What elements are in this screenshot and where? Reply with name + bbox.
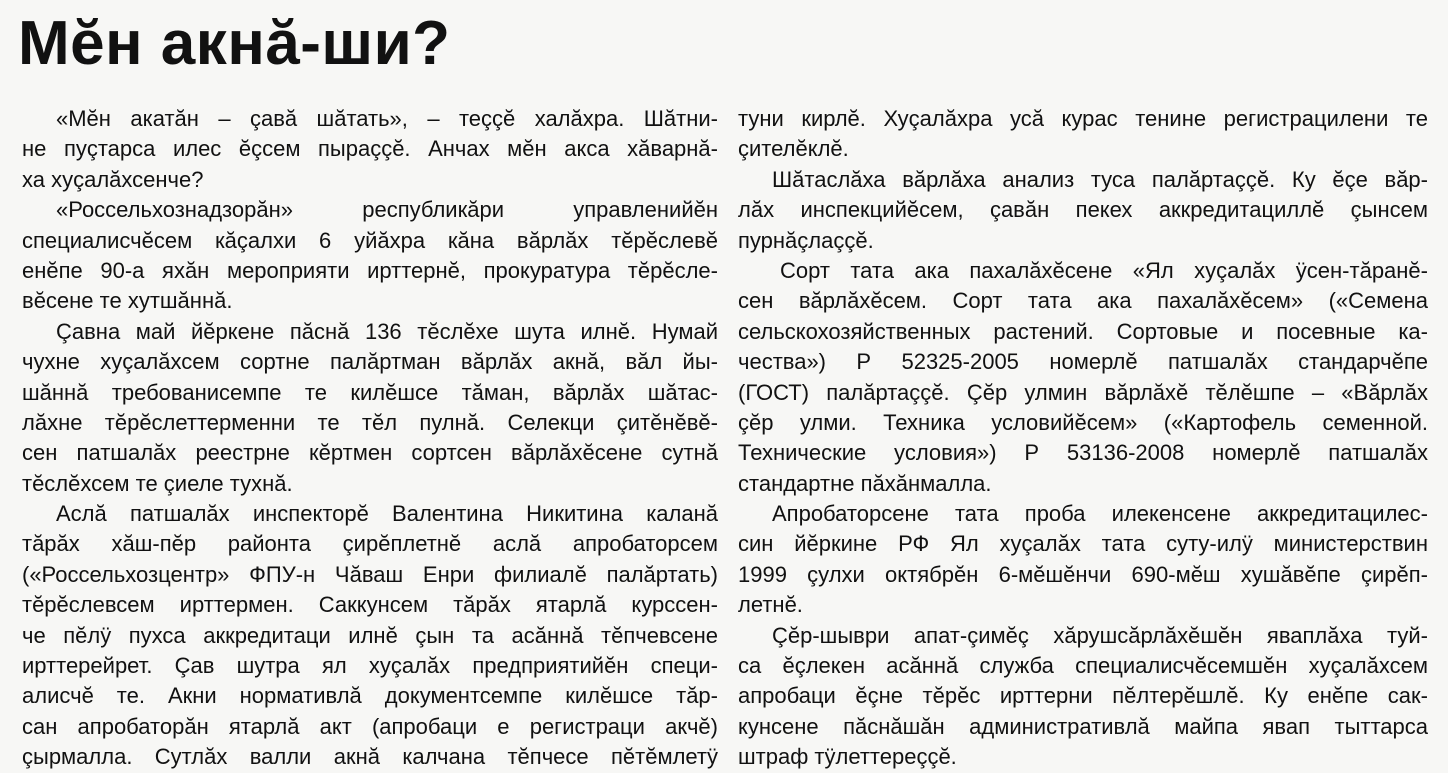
text-line: лăх инспекцийĕсем, çавăн пекех аккредитациллĕ çынсем [738, 197, 1428, 223]
text-line: летнĕ. [738, 592, 803, 618]
text-line: сен вăрлăхĕсем. Сорт тата ака пахалăхĕсем» («Семена [738, 288, 1428, 314]
text-line: «Мĕн акатăн – çавă шăтать», – теççĕ халăхра. Шăтни- [56, 106, 718, 131]
text-line: лăхне тĕрĕслеттерменни те тĕл пулнă. Селекци çитĕнĕвĕ- [22, 409, 718, 435]
text-line: Апробаторсене тата проба илекенсене аккредитацилес- [772, 501, 1428, 527]
text-line: алисчĕ те. Акни нормативлă документсемпе килĕшсе тăр- [22, 683, 718, 709]
text-line: («Россельхозцентр» ФПУ-н Чăваш Енри филиалĕ палăртать) [22, 561, 718, 587]
text-line: шăннă требованисемпе те килĕшсе тăман, вăрлăх шăтас- [22, 379, 718, 405]
text-line: сельскохозяйственных растений. Сортовые и посевные ка- [738, 318, 1428, 344]
text-line: стандартне пăхăнмалла. [738, 470, 992, 496]
text-line: ирттерейрет. Çав шутра ял хуçалăх предприятийĕн специ- [22, 653, 718, 679]
text-line: вĕсене те хутшăннă. [22, 288, 233, 314]
text-line: Технические условия») Р 53136-2008 номерлĕ патшалăх [738, 440, 1428, 466]
text-line: са ĕçлекен асăннă служба специалисчĕсемшĕн хуçалăхсем [738, 653, 1428, 679]
text-line: чества») Р 52325-2005 номерлĕ патшалăх стандарчĕпе [738, 349, 1428, 375]
text-line: Çавна май йĕркене пăснă 136 тĕслĕхе шута илнĕ. Нумай [56, 318, 718, 344]
text-line: çырмалла. Сутлăх валли акнă калчана тĕпчесе пĕтĕмлетÿ [22, 744, 718, 770]
text-line: специалисчĕсем кăçалхи 6 уйăхра кăна вăрлăх тĕрĕслевĕ [22, 227, 718, 253]
text-line: пурнăçлаççĕ. [738, 227, 874, 253]
article-title: Мĕн акнă-ши? [18, 9, 451, 78]
text-line: çĕр улми. Техника условийĕсем» («Картофель семенной. [738, 409, 1428, 435]
text-line: апробаци ĕçне тĕрĕс ирттерни пĕлтерĕшлĕ. Ку енĕпе сак- [738, 683, 1428, 709]
text-line: тĕрĕслевсем ирттермен. Саккунсем тăрăх ятарлă курссен- [22, 592, 718, 618]
text-line: чухне хуçалăхсем сортне палăртман вăрлăх акнă, вăл йы- [22, 349, 718, 375]
text-line: син йĕркине РФ Ял хуçалăх тата суту-илÿ министерствин [738, 531, 1428, 557]
text-line: тăрăх хăш-пĕр районта çирĕплетнĕ аслă апробаторсем [22, 531, 718, 557]
text-line: «Россельхознадзорăн» республикăри управленийĕн [56, 197, 718, 223]
article-right-column [738, 104, 1428, 773]
text-line: Çĕр-шыври апат-çимĕç хăрушсăрлăхĕшĕн яваплăха туй- [772, 622, 1428, 648]
text-line: (ГОСТ) палăртаççĕ. Çĕр улмин вăрлăхĕ тĕлĕшпе – «Вăрлăх [738, 379, 1428, 405]
text-line: кунсене пăснăшăн административлă майпа явап тыттарса [738, 713, 1428, 739]
text-line: Сорт тата ака пахалăхĕсене «Ял хуçалăх ÿсен-тăранĕ- [780, 257, 1428, 283]
text-line: Аслă патшалăх инспекторĕ Валентина Никитина каланă [56, 501, 718, 527]
text-line: туни кирлĕ. Хуçалăхра усă курас тенине регистрацилени те [738, 106, 1428, 131]
text-line: енĕпе 90-а яхăн мероприяти ирттернĕ, прокуратура тĕрĕсле- [22, 257, 718, 283]
text-line: 1999 çулхи октябрĕн 6-мĕшĕнчи 690-мĕш хушăвĕпе çирĕп- [738, 561, 1428, 587]
text-line: штраф тÿлеттереççĕ. [738, 744, 957, 770]
text-line: тĕслĕхсем те çиеле тухнă. [22, 470, 293, 496]
text-line: сен патшалăх реестрне кĕртмен сортсен вăрлăхĕсене сутнă [22, 440, 718, 466]
text-line: Шăтаслăха вăрлăха анализ туса палăртаççĕ. Ку ĕçе вăр- [772, 166, 1428, 192]
text-line: ха хуçалăхсенче? [22, 166, 204, 192]
text-line: че пĕлÿ пухса аккредитаци илнĕ çын та асăннă тĕпчевсене [22, 622, 718, 648]
text-line: сан апробаторăн ятарлă акт (апробаци е регистраци акчĕ) [22, 713, 718, 739]
text-line: çителĕклĕ. [738, 136, 849, 162]
article-left-column [22, 104, 718, 773]
text-line: не пуçтарса илес ĕçсем пыраççĕ. Анчах мĕн акса хăварнă- [22, 136, 718, 162]
